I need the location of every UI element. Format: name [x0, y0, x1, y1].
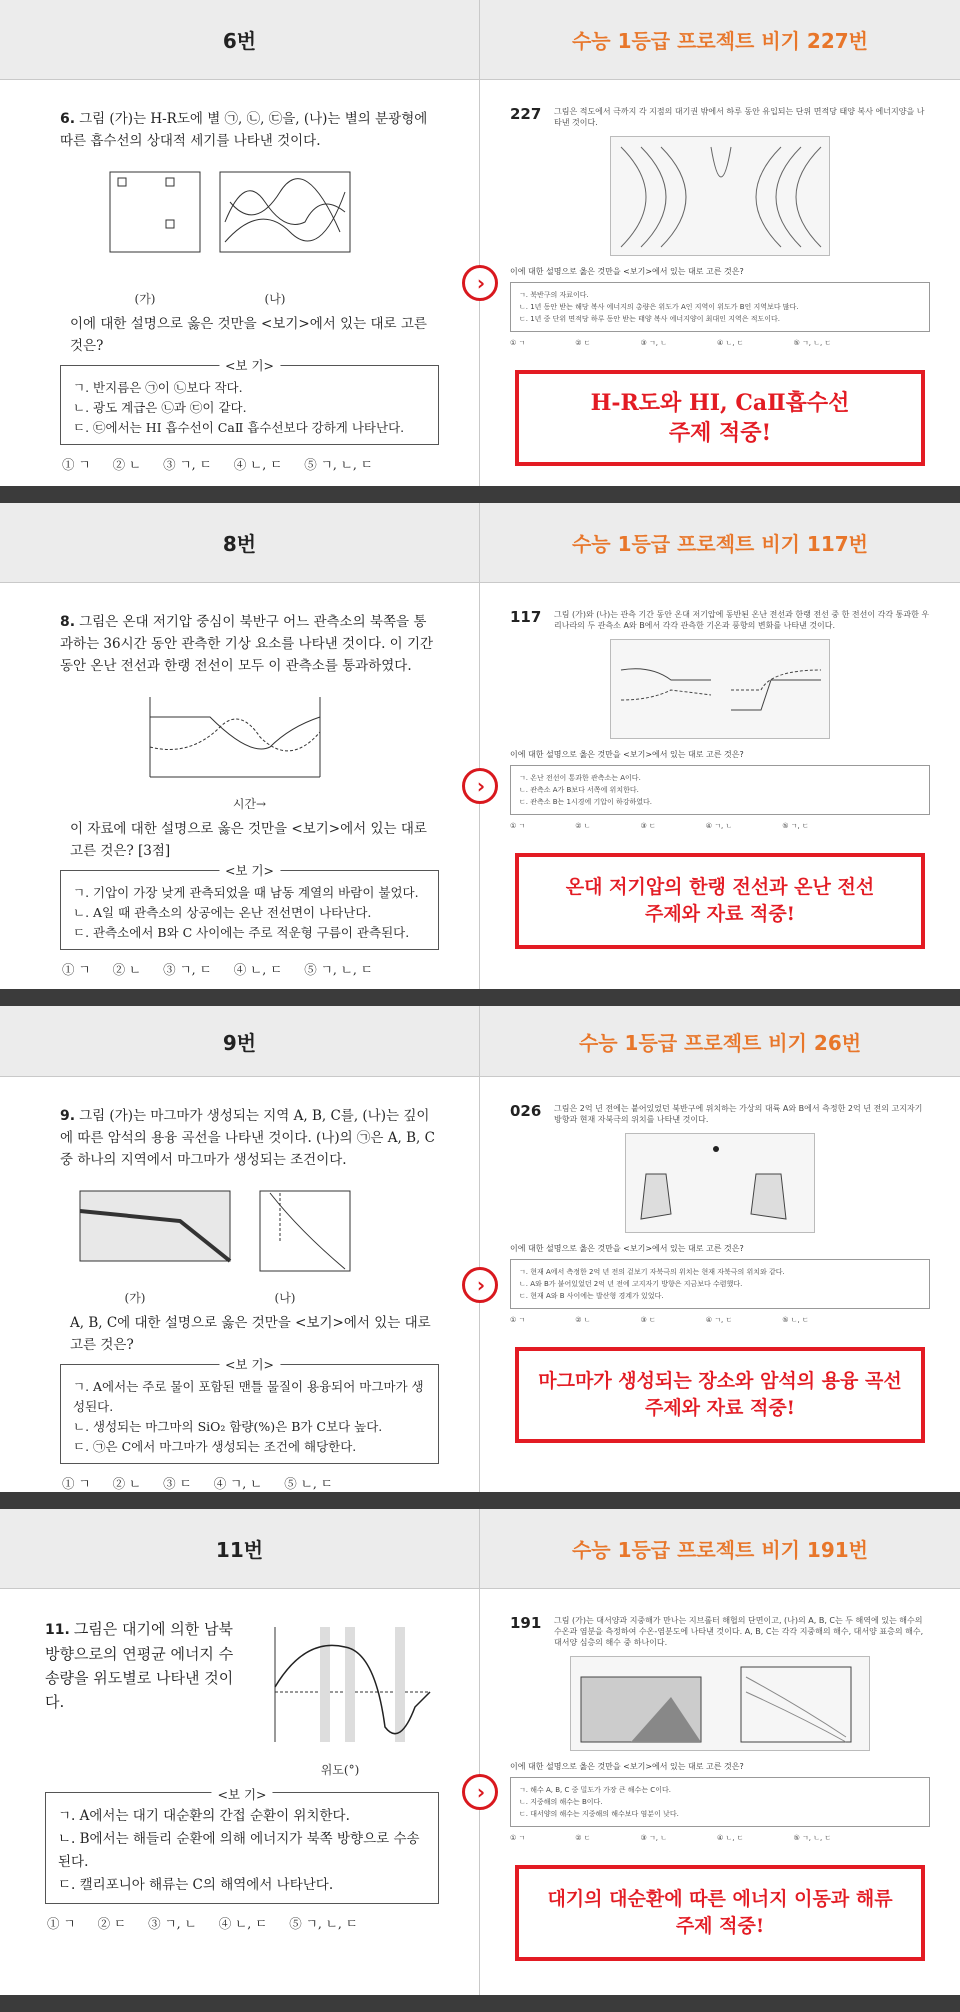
- bogi-title: <보 기>: [219, 356, 280, 376]
- matched-answer-choices: [510, 338, 930, 348]
- matched-choice: ⑤ ㄱ, ㄷ: [782, 822, 809, 830]
- matched-bogi-box: [510, 765, 930, 815]
- choice: ⑤ ㄱ, ㄴ, ㄷ: [304, 457, 373, 472]
- bogi-box: [45, 1787, 439, 1904]
- chevron-right-icon: ›: [462, 265, 498, 301]
- matched-question-number: 117: [510, 608, 542, 626]
- matched-answer-choices: [510, 821, 930, 831]
- callout-line: 마그마가 생성되는 장소와 암석의 용융 곡선: [538, 1370, 902, 1392]
- matched-question-panel: [480, 80, 960, 486]
- matched-question-prompt: 이에 대한 설명으로 옳은 것만을 <보기>에서 있는 대로 고른 것은?: [510, 750, 744, 759]
- bogi-item: ㄴ. 광도 계급은 ㉡과 ㉢이 같다.: [73, 400, 247, 415]
- exam-question-panel: [0, 583, 480, 989]
- question-block-9: [0, 1006, 960, 1492]
- matched-bogi-item: ㄴ. 1년 동안 받는 해당 복사 에너지의 총량은 위도가 A인 지역이 위도가 B인 지역보다 많다.: [519, 303, 799, 311]
- matched-question-prompt: 이에 대한 설명으로 옳은 것만을 <보기>에서 있는 대로 고른 것은?: [510, 1244, 744, 1253]
- matched-choice: ③ ㄷ: [640, 822, 656, 830]
- figure-b-caption: (나): [264, 292, 286, 306]
- matched-bogi-item: ㄱ. 해수 A, B, C 중 밀도가 가장 큰 해수는 C이다.: [519, 1786, 671, 1794]
- answer-choices: [60, 960, 439, 978]
- continent-graphic: [626, 1134, 814, 1232]
- paleomagnetism-figure: [625, 1133, 815, 1233]
- choice: ④ ㄴ, ㄷ: [218, 1916, 268, 1931]
- matched-choice: ① ㄱ: [510, 822, 526, 830]
- answer-choices: [60, 455, 439, 473]
- matched-choice: ④ ㄱ, ㄴ: [705, 822, 733, 830]
- matched-choice: ① ㄱ: [510, 339, 526, 347]
- choice: ① ㄱ: [62, 1476, 91, 1491]
- question-prompt: 이 자료에 대한 설명으로 옳은 것만을 <보기>에서 있는 대로 고른 것은? [3점]: [70, 821, 427, 859]
- question-block-8: [0, 503, 960, 989]
- block-header: [0, 503, 960, 583]
- matched-question-label: 수능 1등급 프로젝트 비기 227번: [571, 29, 869, 53]
- hit-callout: [515, 1347, 925, 1443]
- bogi-item: ㄱ. A에서는 주로 물이 포함된 맨틀 물질이 용융되어 마그마가 생성된다.: [73, 1379, 424, 1414]
- bogi-title: <보 기>: [219, 861, 280, 881]
- answer-choices: [60, 1474, 439, 1492]
- question-text: 그림은 대기에 의한 남북 방향으로의 연평균 에너지 수송량을 위도별로 나타낸 것이다.: [45, 1620, 234, 1711]
- bogi-item: ㄴ. B에서는 해들리 순환에 의해 에너지가 북쪽 방향으로 수송된다.: [58, 1831, 420, 1870]
- exam-question-panel: [0, 1589, 480, 1995]
- callout-line: 주제와 자료 적중!: [644, 1397, 796, 1419]
- choice: ① ㄱ: [47, 1916, 76, 1931]
- bogi-box: [60, 358, 439, 445]
- matched-bogi-item: ㄱ. 온난 전선이 통과한 관측소는 A이다.: [519, 774, 641, 782]
- figure-b-caption: (나): [274, 1291, 296, 1305]
- matched-choice: ② ㄴ: [575, 822, 591, 830]
- matched-question-panel: [480, 583, 960, 989]
- strait-graphic: [571, 1657, 869, 1750]
- block-header: [0, 1509, 960, 1589]
- matched-choice: ⑤ ㄱ, ㄴ, ㄷ: [793, 339, 832, 347]
- matched-question-text: 그림은 적도에서 극까지 각 지점의 대기권 밖에서 하루 동안 유입되는 단위 면적당 태양 복사 에너지양을 나타낸 것이다.: [554, 107, 925, 127]
- choice: ⑤ ㄱ, ㄴ, ㄷ: [304, 962, 373, 977]
- chevron-right-icon: ›: [462, 1774, 498, 1810]
- bogi-item: ㄷ. 캘리포니아 해류는 C의 해역에서 나타난다.: [58, 1877, 334, 1893]
- matched-question-panel: [480, 1589, 960, 1995]
- callout-line: 온대 저기압의 한랭 전선과 온난 전선: [565, 876, 875, 898]
- matched-question-panel: [480, 1077, 960, 1492]
- hr-spectrum-graphic: [60, 162, 420, 282]
- choice: ③ ㄱ, ㄷ: [163, 457, 212, 472]
- matched-question-label: 수능 1등급 프로젝트 비기 191번: [571, 1538, 869, 1562]
- choice: ④ ㄱ, ㄴ: [213, 1476, 263, 1491]
- matched-choice: ③ ㄱ, ㄴ: [640, 1834, 668, 1842]
- choice: ② ㄴ: [112, 457, 142, 472]
- matched-choice: ② ㄷ: [575, 1834, 591, 1842]
- hr-diagram-figure: [60, 162, 439, 282]
- bogi-item: ㄴ. A일 때 관측소의 상공에는 온난 전선면이 나타난다.: [73, 905, 372, 920]
- figure-axis-caption: 시간→: [232, 797, 267, 811]
- matched-bogi-item: ㄱ. 현재 A에서 측정한 2억 년 전의 겉보기 자북극의 위치는 현재 자북극의 위치와 같다.: [519, 1268, 785, 1276]
- matched-choice: ① ㄱ: [510, 1316, 526, 1324]
- question-text: 그림 (가)는 마그마가 생성되는 지역 A, B, C를, (나)는 깊이에 따른 암석의 용융 곡선을 나타낸 것이다. (나)의 ㉠은 A, B, C 중 하나의 지역에서 마그마가 생성되는 조건이다.: [60, 1108, 435, 1168]
- matched-bogi-box: [510, 282, 930, 332]
- matched-answer-choices: [510, 1833, 930, 1843]
- choice: ① ㄱ: [62, 962, 91, 977]
- matched-question-text: 그림은 2억 년 전에는 붙어있었던 북반구에 위치하는 가상의 대륙 A와 B에서 측정한 2억 년 전의 고지자기 방향과 현재 자북극의 위치를 나타낸 것이다.: [554, 1104, 923, 1124]
- contour-graphic: [611, 137, 829, 255]
- choice: ③ ㄷ: [163, 1476, 192, 1491]
- matched-question-number: 026: [510, 1102, 542, 1120]
- hit-callout: [515, 853, 925, 949]
- energy-transport-graph: [245, 1617, 435, 1757]
- exam-question-label: 11번: [0, 1509, 480, 1588]
- exam-question-panel: [0, 1077, 480, 1492]
- question-prompt: 이에 대한 설명으로 옳은 것만을 <보기>에서 있는 대로 고른 것은?: [70, 316, 427, 354]
- matched-question-number: 227: [510, 105, 542, 123]
- matched-choice: ① ㄱ: [510, 1834, 526, 1842]
- exam-question-label: 6번: [0, 0, 480, 79]
- matched-question-text: 그림 (가)와 (나)는 관측 기간 동안 온대 저기압에 동반된 온난 전선과 한랭 전선 중 한 전선이 각각 통과한 우리나라의 두 관측소 A와 B에서 각각 관측한 기온과 풍향의 변화를 나타낸 것이다.: [554, 610, 930, 630]
- magma-figure: [60, 1181, 439, 1281]
- question-number: 9.: [60, 1108, 76, 1124]
- matched-question-prompt: 이에 대한 설명으로 옳은 것만을 <보기>에서 있는 대로 고른 것은?: [510, 267, 744, 276]
- bogi-item: ㄷ. ㉢에서는 HⅠ 흡수선이 CaⅡ 흡수선보다 강하게 나타난다.: [73, 420, 405, 435]
- callout-line: 주제 적중!: [675, 1915, 765, 1937]
- weather-figure: [60, 687, 439, 787]
- figure-a-caption: (가): [124, 1291, 146, 1305]
- question-text: 그림은 온대 저기압 중심이 북반구 어느 관측소의 북쪽을 통과하는 36시간 동안 관측한 기상 요소를 나타낸 것이다. 이 기간 동안 온난 전선과 한랭 전선이 모두 이 관측소를 통과하였다.: [60, 614, 434, 674]
- bogi-item: ㄱ. 기압이 가장 낮게 관측되었을 때 남동 계열의 바람이 불었다.: [73, 885, 419, 900]
- matched-choice: ⑤ ㄱ, ㄴ, ㄷ: [793, 1834, 832, 1842]
- matched-bogi-item: ㄷ. 대서양의 해수는 지중해의 해수보다 염분이 낮다.: [519, 1810, 679, 1818]
- matched-bogi-box: [510, 1259, 930, 1309]
- matched-bogi-item: ㄷ. 현재 A와 B 사이에는 발산형 경계가 있었다.: [519, 1292, 664, 1300]
- question-number: 11.: [45, 1622, 70, 1638]
- bogi-title: <보 기>: [211, 1783, 272, 1806]
- block-header: [0, 1006, 960, 1077]
- gibraltar-figure: [570, 1656, 870, 1751]
- choice: ③ ㄱ, ㄴ: [148, 1916, 197, 1931]
- matched-bogi-item: ㄴ. A와 B가 붙어있었던 2억 년 전에 고지자기 방향은 지금보다 수렴했다.: [519, 1280, 743, 1288]
- bogi-box: [60, 1357, 439, 1464]
- matched-choice: ⑤ ㄴ, ㄷ: [782, 1316, 809, 1324]
- bogi-item: ㄴ. 생성되는 마그마의 SiO₂ 함량(%)은 B가 C보다 높다.: [73, 1419, 383, 1434]
- hit-callout: [515, 370, 925, 466]
- matched-question-label: 수능 1등급 프로젝트 비기 117번: [571, 532, 869, 556]
- exam-question-panel: [0, 80, 480, 486]
- solar-radiation-figure: [610, 136, 830, 256]
- matched-question-number: 191: [510, 1614, 542, 1632]
- matched-bogi-item: ㄷ. 관측소 B는 1시경에 기압이 하강하였다.: [519, 798, 653, 806]
- weather-graph: [60, 687, 420, 787]
- choice: ① ㄱ: [62, 457, 91, 472]
- matched-question-label: 수능 1등급 프로젝트 비기 26번: [578, 1030, 862, 1055]
- choice: ② ㄴ: [112, 962, 142, 977]
- exam-question-label: 8번: [0, 503, 480, 582]
- bogi-item: ㄱ. 반지름은 ㉠이 ㉡보다 작다.: [73, 380, 243, 395]
- question-number: 8.: [60, 614, 76, 630]
- bogi-box: [60, 863, 439, 950]
- choice: ⑤ ㄴ, ㄷ: [284, 1476, 333, 1491]
- matched-question-prompt: 이에 대한 설명으로 옳은 것만을 <보기>에서 있는 대로 고른 것은?: [510, 1762, 744, 1771]
- answer-choices: [45, 1914, 439, 1932]
- figure-axis-caption: 위도(°): [320, 1763, 360, 1777]
- question-number: 6.: [60, 111, 76, 127]
- matched-choice: ④ ㄱ, ㄷ: [705, 1316, 733, 1324]
- matched-bogi-item: ㄴ. 지중해의 해수는 B이다.: [519, 1798, 603, 1806]
- matched-choice: ③ ㄷ: [640, 1316, 656, 1324]
- front-graph: [611, 640, 829, 738]
- front-figure: [610, 639, 830, 739]
- bogi-title: <보 기>: [219, 1355, 280, 1375]
- question-text: 그림 (가)는 H-R도에 별 ㉠, ㉡, ㉢을, (나)는 별의 분광형에 따른 흡수선의 상대적 세기를 나타낸 것이다.: [60, 111, 428, 149]
- callout-line: 대기의 대순환에 따른 에너지 이동과 해류: [547, 1888, 893, 1910]
- matched-bogi-item: ㄷ. 1년 중 단위 면적당 하루 동안 받는 태양 복사 에너지양이 최대인 지역은 적도이다.: [519, 315, 780, 323]
- matched-choice: ④ ㄴ, ㄷ: [717, 339, 744, 347]
- choice: ④ ㄴ, ㄷ: [233, 457, 283, 472]
- callout-line: 주제 적중!: [668, 420, 772, 446]
- bogi-item: ㄱ. A에서는 대기 대순환의 간접 순환이 위치한다.: [58, 1808, 350, 1824]
- matched-bogi-item: ㄴ. 관측소 A가 B보다 서쪽에 위치한다.: [519, 786, 639, 794]
- question-prompt: A, B, C에 대한 설명으로 옳은 것만을 <보기>에서 있는 대로 고른 것은?: [70, 1315, 431, 1353]
- choice: ② ㄴ: [112, 1476, 142, 1491]
- question-block-11: [0, 1509, 960, 1995]
- matched-choice: ② ㄴ: [575, 1316, 591, 1324]
- choice: ④ ㄴ, ㄷ: [233, 962, 283, 977]
- matched-choice: ③ ㄱ, ㄴ: [640, 339, 668, 347]
- choice: ⑤ ㄱ, ㄴ, ㄷ: [289, 1916, 358, 1931]
- chevron-right-icon: ›: [462, 1267, 498, 1303]
- figure-a-caption: (가): [134, 292, 156, 306]
- callout-line: 주제와 자료 적중!: [644, 903, 796, 925]
- chevron-right-icon: ›: [462, 768, 498, 804]
- matched-choice: ④ ㄴ, ㄷ: [717, 1834, 744, 1842]
- question-block-6: [0, 0, 960, 486]
- choice: ③ ㄱ, ㄷ: [163, 962, 212, 977]
- matched-choice: ② ㄷ: [575, 339, 591, 347]
- matched-bogi-box: [510, 1777, 930, 1827]
- choice: ② ㄷ: [97, 1916, 127, 1931]
- callout-line: H-R도와 HⅠ, CaⅡ흡수선: [590, 390, 850, 416]
- matched-question-text: 그림 (가)는 대서양과 지중해가 만나는 지브롤터 해협의 단면이고, (나)의 A, B, C는 두 해역에 있는 해수의 수온과 염분을 측정하여 수온-염분도에 나타낸 것이다. A, B, C는 각각 지중해의 해수, 대서양 표층의 해수, 대서양 심층의 해수 중 하나이다.: [554, 1616, 924, 1647]
- bogi-item: ㄷ. ㉠은 C에서 마그마가 생성되는 조건에 해당한다.: [73, 1439, 357, 1454]
- block-header: [0, 0, 960, 80]
- bogi-item: ㄷ. 관측소에서 B와 C 사이에는 주로 적운형 구름이 관측된다.: [73, 925, 410, 940]
- hit-callout: [515, 1865, 925, 1961]
- matched-answer-choices: [510, 1315, 930, 1325]
- exam-question-label: 9번: [0, 1006, 480, 1076]
- magma-graphic: [60, 1181, 420, 1281]
- matched-bogi-item: ㄱ. 북반구의 자료이다.: [519, 291, 589, 299]
